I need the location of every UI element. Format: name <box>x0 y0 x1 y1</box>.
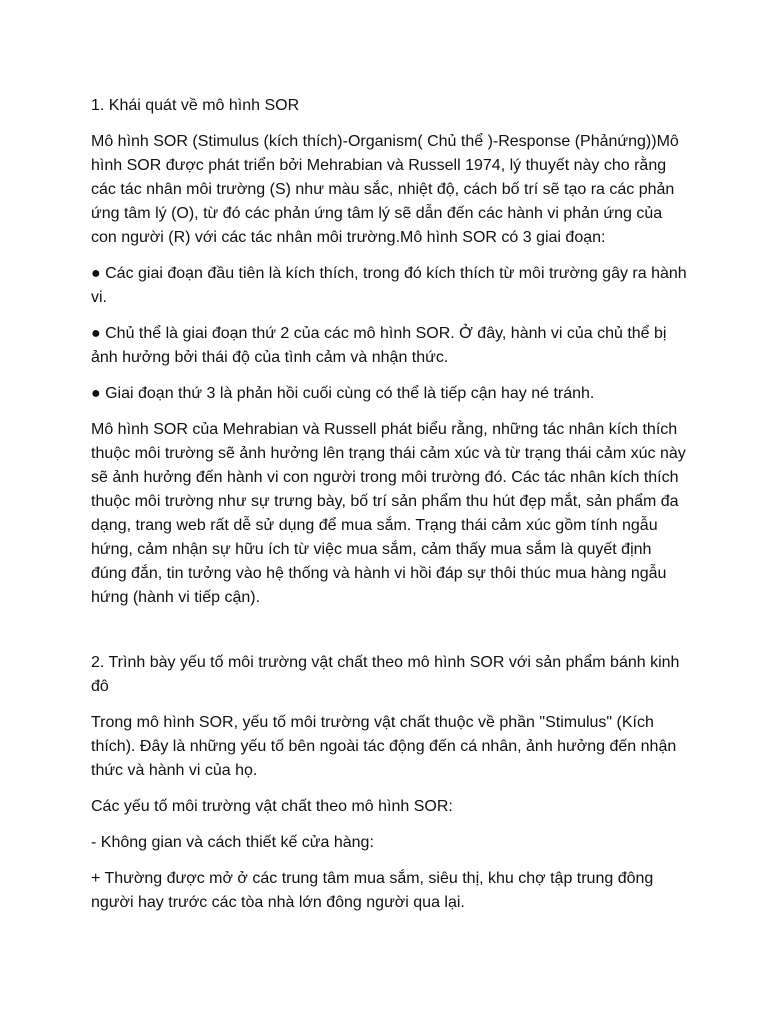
section-2-list-intro: Các yếu tố môi trường vật chất theo mô hình SOR: <box>91 798 453 815</box>
section-1-closing-paragraph: Mô hình SOR của Mehrabian và Russell phát biểu rằng, những tác nhân kích thích thuộc môi trường sẽ ảnh hưởng lên trạng thái cảm xúc và từ trạng thái cảm xúc này sẽ ảnh hưởng đến hành vi con người trong môi trường đó. Các tác nhân kích thích thuộc môi trường như sự trưng bày, bố trí sản phẩm thu hút đẹp mắt, sản phẩm đa dạng, trang web rất dễ sử dụng để mua sắm. Trạng thái cảm xúc gồm tính ngẫu hứng, cảm nhận sự hữu ích từ việc mua sắm, cảm thấy mua sắm là quyết định đúng đắn, tin tưởng vào hệ thống và hành vi hồi đáp sự thôi thúc mua hàng ngẫu hứng (hành vi tiếp cận). <box>91 421 686 606</box>
section-1-intro-paragraph: Mô hình SOR (Stimulus (kích thích)-Organism( Chủ thể )-Response (Phảnứng))Mô hình SOR được phát triển bởi Mehrabian và Russell 1974, lý thuyết này cho rằng các tác nhân môi trường (S) như màu sắc, nhiệt độ, cách bố trí sẽ tạo ra các phản ứng tâm lý (O), từ đó các phản ứng tâm lý sẽ dẫn đến các hành vi phản ứng của con người (R) với các tác nhân môi trường.Mô hình SOR có 3 giai đoạn: <box>91 133 679 246</box>
plus-list-item: + Thường được mở ở các trung tâm mua sắm, siêu thị, khu chợ tập trung đông người hay trước các tòa nhà lớn đông người qua lại. <box>91 870 654 911</box>
bullet-item: ● Chủ thể là giai đoạn thứ 2 của các mô hình SOR. Ở đây, hành vi của chủ thể bị ảnh hưởng bởi thái độ của tình cảm và nhận thức. <box>91 325 667 366</box>
dash-list-item: - Không gian và cách thiết kế cửa hàng: <box>91 834 374 851</box>
section-2-heading: 2. Trình bày yếu tố môi trường vật chất theo mô hình SOR với sản phẩm bánh kinh đô <box>91 654 680 695</box>
bullet-item: ● Giai đoạn thứ 3 là phản hồi cuối cùng có thể là tiếp cận hay né tránh. <box>91 385 595 402</box>
section-2-intro-paragraph: Trong mô hình SOR, yếu tố môi trường vật chất thuộc về phần "Stimulus" (Kích thích). Đây là những yếu tố bên ngoài tác động đến cá nhân, ảnh hưởng đến nhận thức và hành vi của họ. <box>91 714 677 779</box>
section-1-heading: 1. Khái quát về mô hình SOR <box>91 97 300 114</box>
bullet-item: ● Các giai đoạn đầu tiên là kích thích, trong đó kích thích từ môi trường gây ra hành vi. <box>91 265 687 306</box>
document-page <box>91 94 691 927</box>
